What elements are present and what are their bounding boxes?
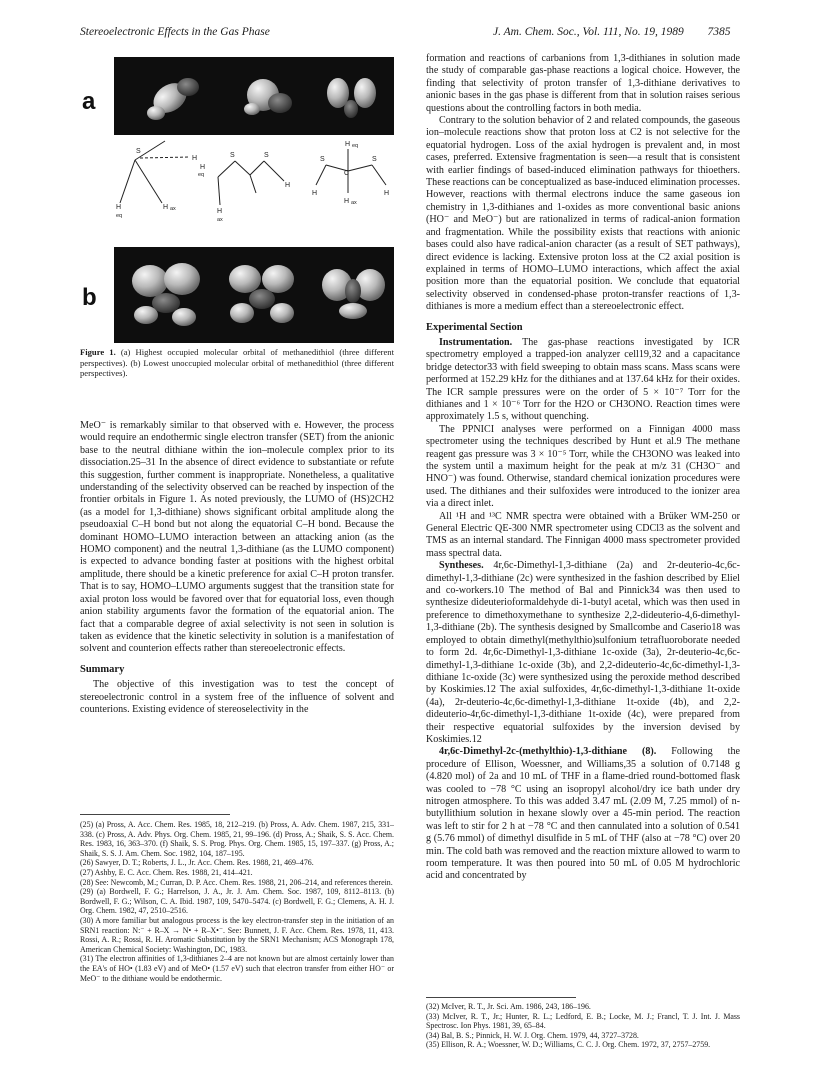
syntheses-heading: Syntheses. xyxy=(439,560,484,572)
svg-text:ax: ax xyxy=(170,206,176,212)
figure-1 xyxy=(80,53,394,343)
svg-text:H: H xyxy=(345,141,351,148)
svg-text:H: H xyxy=(384,190,390,197)
svg-text:H: H xyxy=(163,204,169,211)
footnote: (27) Ashby, E. C. Acc. Chem. Res. 1988, 21, 414–421. xyxy=(80,867,253,877)
paragraph: 4r,6c-Dimethyl-2c-(methylthio)-1,3-dithiane (8). Following the procedure of Ellison, Woessner, and Williams,35 a solution of 0.7148 g (4.820 mol) of 2a and 10 mL of THF in a flame-dried round-bottomed flask was cooled to −78 °C using an isopropyl alcohol/dry ice bath under dry nitrogen atmosphere. To this was added 3.47 mL (2.09 M, 7.25 mmol) of n-butyllithium solution in hexane slowly over a 45-min period. The reaction was left to stir for 2 h at −78 °C and then cannulated into a solution of 0.541 g (5.76 mmol) of dimethyl disulfide in 5 mL of THF (also at −78 °C) over 20 min. The cold bath was removed and the reaction mixture allowed to warm to room temperature. It was then poured into 50 mL of 0.05 M hydrochloric acid and concentrated by xyxy=(426,746,741,882)
svg-text:S: S xyxy=(264,152,269,159)
figure-1-graphic xyxy=(80,53,394,343)
footnote: (28) See: Newcomb, M.; Curran, D. P. Acc. Chem. Res. 1988, 21, 206–214, and references therein. xyxy=(80,877,393,887)
svg-text:ax: ax xyxy=(351,200,357,206)
right-column xyxy=(426,53,740,883)
instrumentation-heading: Instrumentation. xyxy=(439,336,513,348)
footnote: (35) Ellison, R. A.; Woessner, W. D.; Williams, C. C. J. Org. Chem. 1972, 37, 2757–2759. xyxy=(426,1040,711,1050)
running-title: Stereoelectronic Effects in the Gas Phase xyxy=(80,26,270,38)
paragraph: The objective of this investigation was to test the concept of stereoelectronic control in a system free of the influence of solvent and counterions. Existing evidence of stereoselectivity in the xyxy=(80,679,394,715)
footnote: (34) Bal, B. S.; Pinnick, H. W. J. Org. Chem. 1979, 44, 3727–3728. xyxy=(426,1030,639,1040)
footnotes-right xyxy=(426,1002,740,1050)
svg-text:H: H xyxy=(217,208,223,215)
footnote: (31) The electron affinities of 1,3-dithianes 2–4 are not known but are almost certainly lower than the EA's of HO• (1.83 eV) and of MeO• (1.57 eV) such that electron transfer from either HO⁻ or MeO⁻ to the dithiane would be endothermic. xyxy=(80,954,394,983)
svg-text:eq: eq xyxy=(352,143,359,149)
experimental-heading: Experimental Section xyxy=(426,321,523,333)
paragraph: Syntheses. 4r,6c-Dimethyl-1,3-dithiane (2a) and 2r-deuterio-4c,6c-dimethyl-1,3-dithiane (2c) were synthesized in the fashion described by Eliel and co-workers.10 The method of Bal and Pinnick34 was then used to synthesize dideuterioformaldehyde di-1-butyl acetal, which was then used in preference to dimethoxymethane to synthesize 2,2-dideuterio-4,6-dimethyl-1,3-dithiane (2b). The synthesis designed by Smallcombe and Caserio18 was employed to obtain dimethyl(methylthio)sulfonium tetrafluoroborate needed to form 2d. 4r,6c-Dimethyl-1,3-dithiane 1c-oxide (3a), 2r-deuterio-4c,6c-dimethyl-1,3-dithiane 1c-oxide (3b), and 2,2-dideuterio-4c,6c-dimethyl-1,3-dithiane 1c-oxide (3c) were synthesized using the peroxide method described by Koskimies.12 The axial sulfoxides, 4r,6c-dimethyl-1,3-dithiane 1t-oxide (4a), 2r-deuterio-4c,6c-dimethyl-1,3-dithiane 1t-oxide (4b), and 2,2-dideuterio-4r,6c-dimethyl-1,3-dithiane 1t-oxide (4c), were prepared from their respective equatorial sulfoxides by the inversion devised by Koskimies.12 xyxy=(426,560,740,745)
svg-text:S: S xyxy=(230,152,235,159)
journal-name: J. Am. Chem. Soc., xyxy=(493,26,580,38)
svg-text:H: H xyxy=(192,155,198,162)
footnote: (30) A more familiar but analogous process is the key electron-transfer step in the initiation of an SRN1 reaction: N:⁻ + R–X → N• + R–X•⁻. See: Bunnett, J. F. Acc. Chem. Res. 1978, 11, 413. Rossi, A. R.; Rossi, R. H. Aromatic Substitution by the SRN1 Mechanism; ACS Monograph 178, American Chemical Society: Washington, DC, 1983. xyxy=(80,915,394,954)
figure-caption: Figure 1. (a) Highest occupied molecular orbital of methanedithiol (three different perspectives). (b) Lowest unoccupied molecular orbital of methanedithiol (three different perspectives). xyxy=(80,347,394,379)
svg-text:C: C xyxy=(344,170,350,177)
paragraph: The PPNICI analyses were performed on a Finnigan 4000 mass spectrometer using the techniques described by Hunt et al.9 The methane reagent gas pressure was 3 × 10⁻⁵ Torr, while the CH3ONO was leaked into the system until a maximum height for the peak at m/z 31 (CH3O⁻ and HNO⁻) was found. Otherwise, standard chemical ionization procedures were used. The dithianes and their sulfoxides were introduced to the ionizer area via a direct inlet. xyxy=(426,423,740,510)
journal-volume: Vol. 111, No. 19, 1989 xyxy=(582,26,684,38)
svg-text:H: H xyxy=(312,190,318,197)
svg-text:H: H xyxy=(344,198,350,205)
paragraph: Contrary to the solution behavior of 2 and related compounds, the gaseous ion–molecule reactions show that proton loss at C2 is not selective for the equatorial hydrogen. Loss of the axial hydrogen is prevalent and, in most cases, preferred. Extensive fragmentation is seen—a result that is consistent with earlier findings of based-induced elimination pathways for thioethers. These reactions can be conceptualized as base-induced elimination processes. However, reactions with thermal electrons induce the same gaseous ion chemistry in 1,3-dithianes and 1-oxides as more conventional basic anions (HO⁻ and MeO⁻) but are rationalized in terms of radical-anion formation and fragmentation. While the possibility exists that reactions with anionic bases could also have radical-anion character (as a result of SET pathways), direct evidence is lacking. Extensive proton loss at the C2 axial position is explained in terms of HOMO–LUMO interactions, which affect the axial position more than the equatorial position. We conclude that equatorial selectivity observed in condensed-phase proton-transfer reactions of 1,3-dithianes is more a medium effect than a stereoelectronic effect. xyxy=(426,115,740,313)
left-column xyxy=(80,420,394,716)
footnote: (29) (a) Bordwell, F. G.; Harrelson, J. A., Jr. J. Am. Chem. Soc. 1987, 109, 8112–8113. (b) Bordwell, F. G.; Wilson, C. A. Ibid. 1987, 109, 5470–5474. (c) Bordwell, F. G.; Clemens, A. H. J. Org. Chem. 1982, 47, 2510–2516. xyxy=(80,887,394,916)
paragraph: All ¹H and ¹³C NMR spectra were obtained with a Brüker WM-250 or General Electric QE-300 NMR spectrometer using CDCl3 as the solvent and TMS as an internal standard. The Finnigan 4000 mass spectrometer provided mass spectral data. xyxy=(426,510,740,559)
svg-text:ax: ax xyxy=(217,217,223,223)
summary-heading: Summary xyxy=(80,663,125,675)
svg-text:H: H xyxy=(200,164,206,171)
footnote-rule xyxy=(80,814,230,815)
structure-view-2 xyxy=(218,161,284,205)
footnote: (32) McIver, R. T., Jr. Sci. Am. 1986, 243, 186–196. xyxy=(426,1002,591,1011)
svg-text:H: H xyxy=(285,182,291,189)
footnotes-left xyxy=(80,820,394,983)
svg-text:H: H xyxy=(116,204,122,211)
paragraph: Instrumentation. The gas-phase reactions investigated by ICR spectrometry employed a trapped-ion analyzer cell19,32 and a capacitance bridge detector33 with field sweeping to obtain mass scans. Mass scans were performed at 152.29 kHz for the dithianes and at 137.64 kHz for their oxides. The ICR sample pressures were on the order of 5 × 10⁻⁷ Torr for the dithianes and 1 × 10⁻⁶ Torr for the H2O or CH3ONO. Reaction times were approximately 1.5 s, without quenching. xyxy=(426,336,741,423)
panel-a-label: a xyxy=(82,88,96,115)
svg-text:S: S xyxy=(372,156,377,163)
footnote: (33) McIver, R. T., Jr.; Hunter, R. L.; Ledford, E. B.; Locke, M. J.; Francl, T. J. Int. J. Mass Spectrosc. Ion Phys. 1981, 39, 65–84. xyxy=(426,1011,740,1031)
paragraph: formation and reactions of carbanions from 1,3-dithianes in solution made the study of comparable gas-phase reactions a logical choice. However, the finding that selectivity of proton transfer of 1,3-dithiane derivatives to anionic bases in the gas phase is different from that in solution raises serious questions about the controlling factors in both media. xyxy=(426,53,740,114)
svg-text:eq: eq xyxy=(198,172,205,178)
panel-b-label: b xyxy=(82,284,97,311)
footnote: (26) Sawyer, D. T.; Roberts, J. L., Jr. Acc. Chem. Res. 1988, 21, 469–476. xyxy=(80,858,314,868)
compound-heading: 4r,6c-Dimethyl-2c-(methylthio)-1,3-dithiane (8). xyxy=(439,746,657,758)
footnote-rule xyxy=(426,997,576,998)
structure-view-1 xyxy=(120,141,190,203)
svg-text:S: S xyxy=(320,156,325,163)
svg-text:eq: eq xyxy=(116,213,123,219)
svg-text:S: S xyxy=(136,148,141,155)
paragraph: MeO⁻ is remarkably similar to that observed with e. However, the process would require an endothermic single electron transfer (SET) from the anionic base to the neutral dithiane within the ion–molecule complex prior to its dissociation.25–31 In the absence of direct evidence to substantiate or refute this suggestion, further comment is inappropriate. Nonetheless, a qualitative understanding of the selectivity observed can be reached by inspection of the frontier orbitals in Figure 1. As noted previously, the LUMO of (HS)2CH2 (as a model for 1,3-dithiane) shows significant orbital amplitude along the pseudoaxial C–H bond but not along the equatorial C–H bond. Because the dominant HOMO–LUMO interaction between an attacking anion (as the HOMO component) and the neutral 1,3-dithiane (as the LUMO component) is expected to advance bonding faster at positions with the highest orbital amplitude, there should be a kinetic preference for axial C–H proton transfer. That is to say, HOMO–LUMO arguments suggest that the transition state for axial proton loss would be favored over that for equatorial loss, even though anion stability arguments favor the formation of the equatorial anion. The fact that a comparable degree of axial selectivity is not seen in solution is taken as evidence that the kinetic selectivity in solution is a manifestation of solvent and counterion effects rather than stereoelectronic effects. xyxy=(80,420,394,655)
footnote: (25) (a) Pross, A. Acc. Chem. Res. 1985, 18, 212–219. (b) Pross, A. Adv. Chem. 1987, 215, 331–338. (c) Pross, A. Adv. Phys. Org. Chem. 1985, 21, 99–196. (d) Pross, A.; Shaik, S. S. Acc. Chem. Res. 1983, 16, 363–370. (f) Shaik, S. S. Prog. Phys. Org. Chem. 1985, 15, 197–337. (g) Pross, A.; Shaik, S. S. J. Am. Chem. Soc. 1982, 104, 187–195. xyxy=(80,820,394,858)
page-number: 7385 xyxy=(707,26,731,38)
journal-citation xyxy=(493,26,730,38)
